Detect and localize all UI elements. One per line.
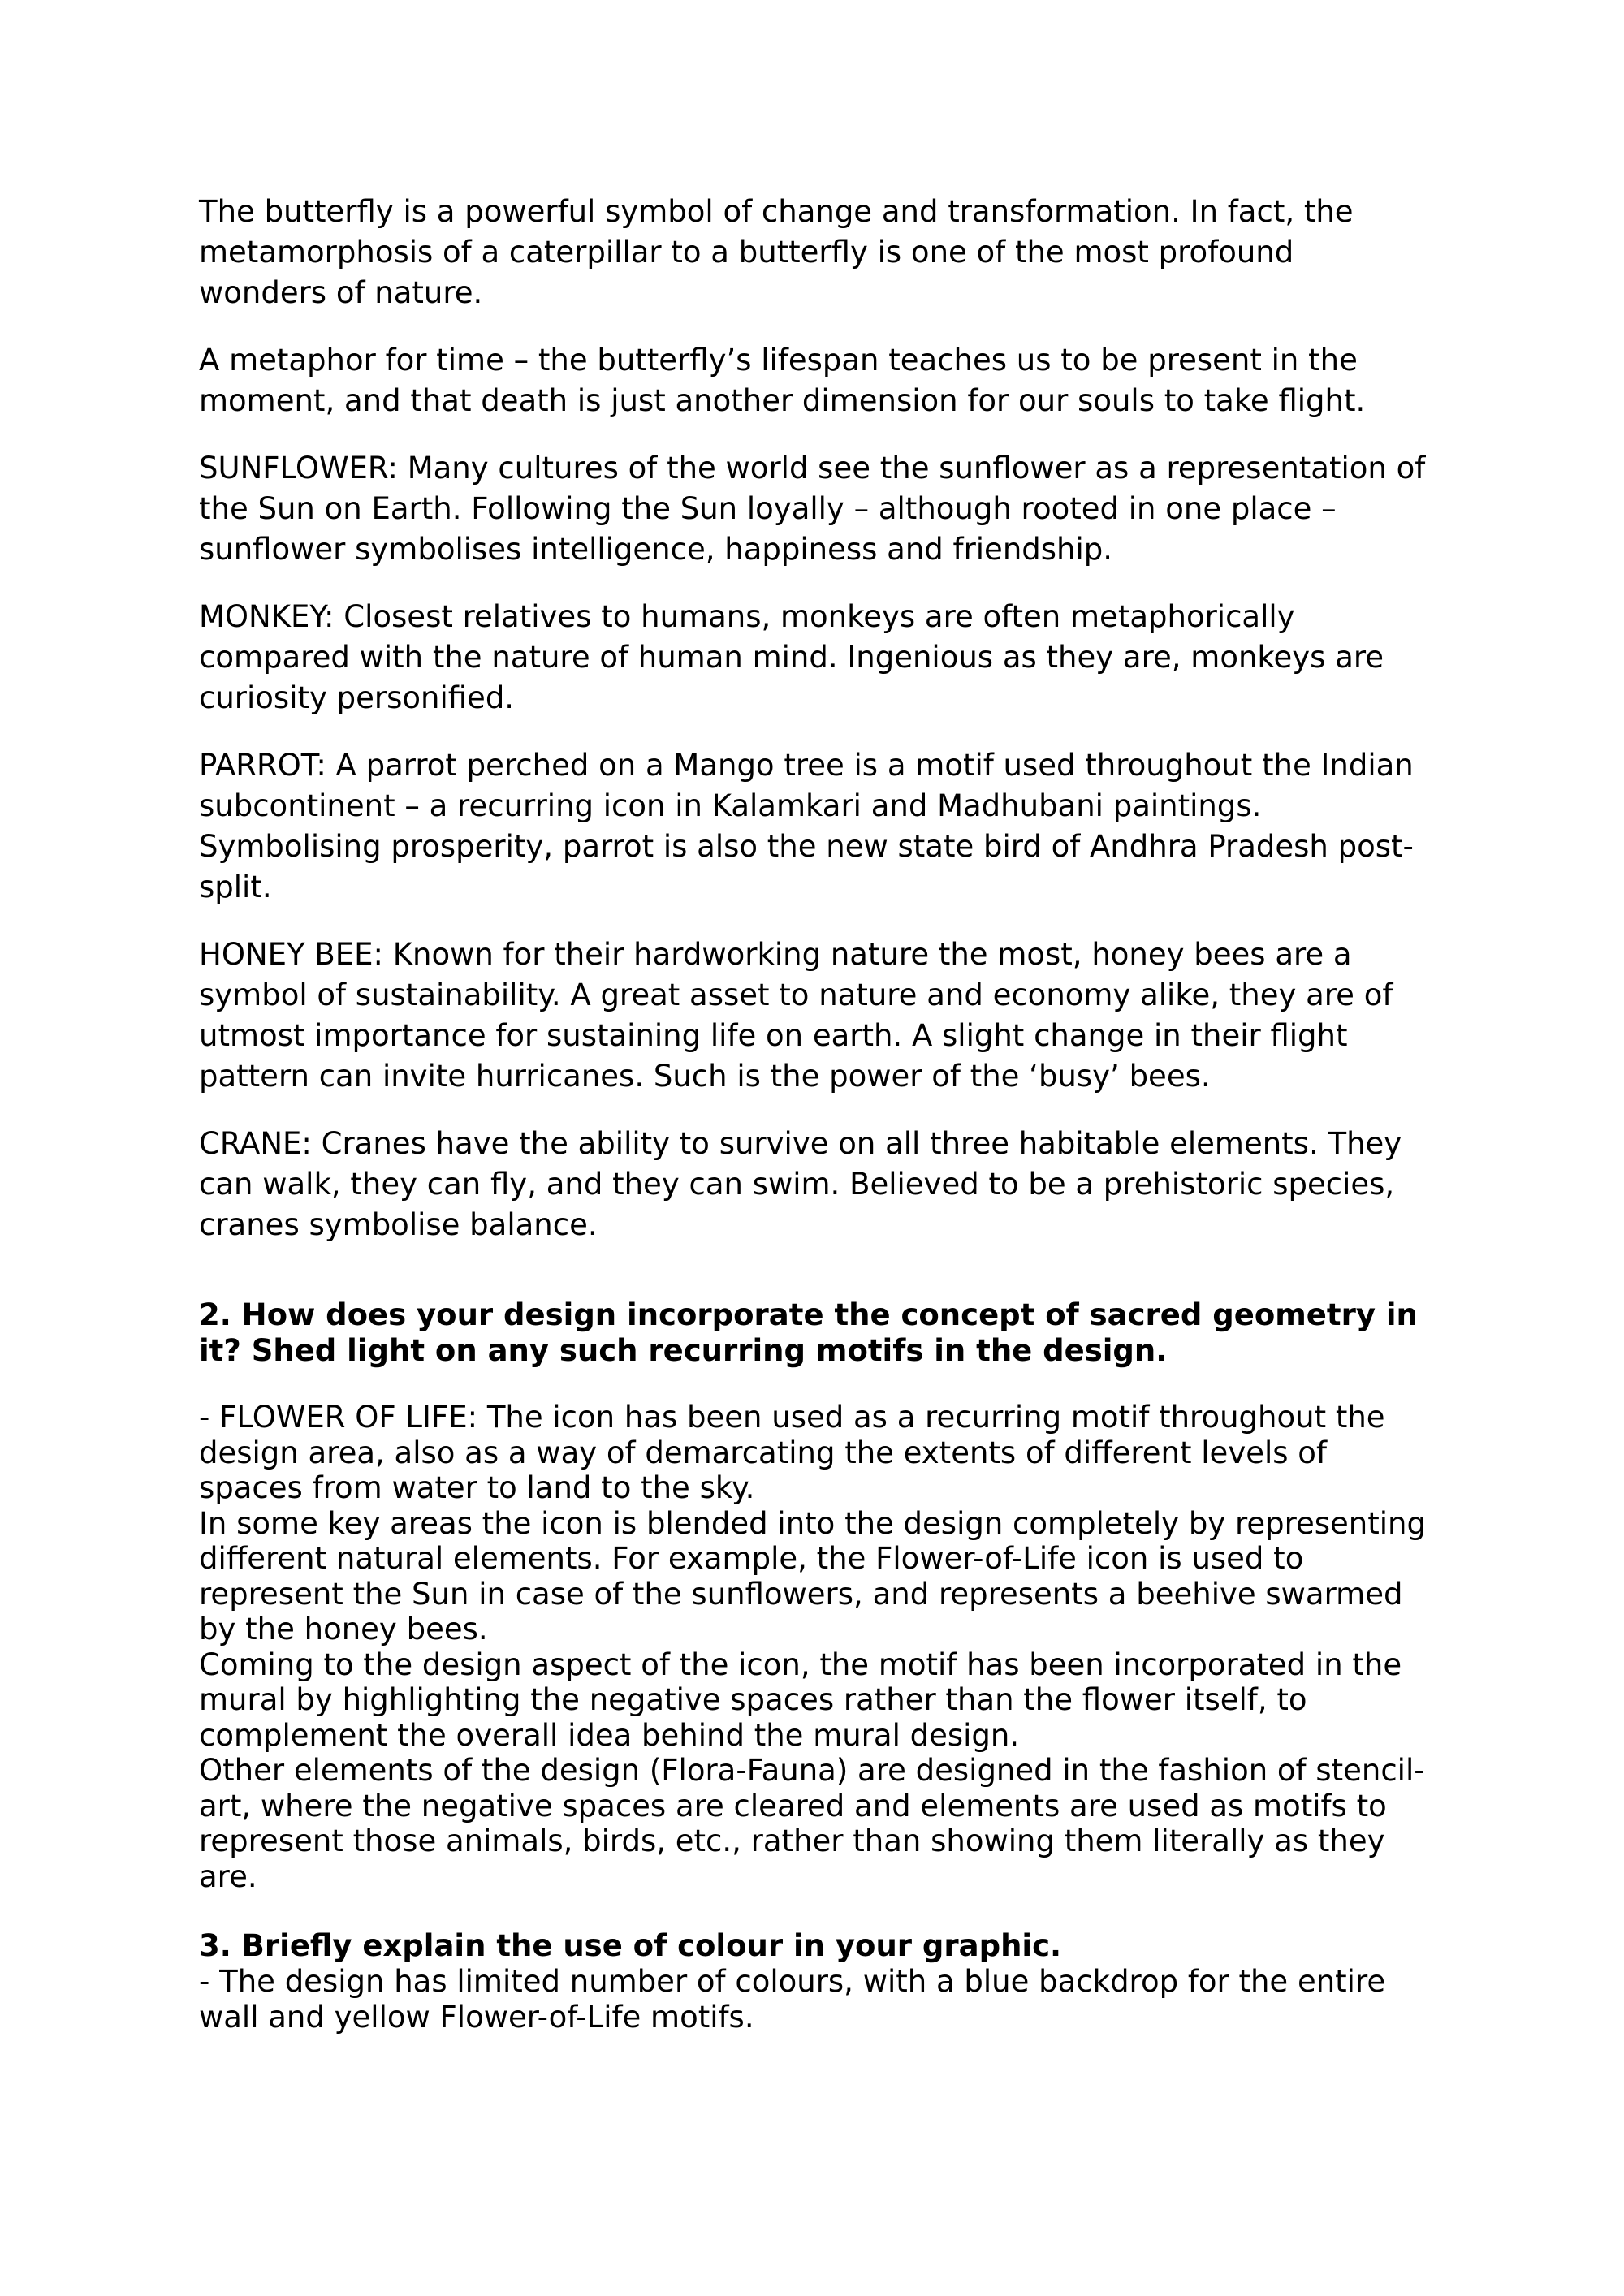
- paragraph-crane: CRANE: Cranes have the ability to survive on all three habitable elements. They can walk, they can fly, and they can swim. Believed to be a prehistoric species, cranes symbolise balance.: [199, 1126, 1402, 1242]
- spacer: [199, 1245, 1449, 1297]
- paragraph-honey-bee: HONEY BEE: Known for their hardworking nature the most, honey bees are a symbol of sustainability. A great asset to nature and economy alike, they are of utmost importance for sustaining life on earth. A slight change in their flight pattern can invite hurricanes. Such is the power of the ‘busy’ bees.: [199, 937, 1393, 1094]
- paragraph-butterfly: The butterfly is a powerful symbol of change and transformation. In fact, the metamorphosis of a caterpillar to a butterfly is one of the most profound wonders of nature.: [199, 194, 1354, 310]
- spacer: [199, 1369, 1449, 1400]
- question-3-heading: 3. Briefly explain the use of colour in your graphic.: [199, 1928, 1062, 1963]
- paragraph-monkey: MONKEY: Closest relatives to humans, monkeys are often metaphorically compared with the nature of human mind. Ingenious as they are, monkeys are curiosity personified.: [199, 599, 1384, 715]
- question-3-answer: - The design has limited number of colours, with a blue backdrop for the entire wall and yellow Flower-of-Life motifs.: [199, 1964, 1386, 2035]
- paragraph-butterfly-metaphor: A metaphor for time – the butterfly’s lifespan teaches us to be present in the moment, and that death is just another dimension for our souls to take flight.: [199, 343, 1366, 418]
- document-body: [199, 192, 1449, 2035]
- paragraph-parrot: PARROT: A parrot perched on a Mango tree is a motif used throughout the Indian subcontinent – a recurring icon in Kalamkari and Madhubani paintings. Symbolising prosperity, parrot is also the new state bird of Andhra Pradesh post- split.: [199, 748, 1414, 904]
- paragraph-sunflower: SUNFLOWER: Many cultures of the world see the sunflower as a representation of the Sun on Earth. Following the Sun loyally – although rooted in one place – sunflower symbolises intelligence, happiness and friendship.: [199, 451, 1426, 567]
- question-2-heading: 2. How does your design incorporate the concept of sacred geometry in it? Shed light on any such recurring motifs in the design.: [199, 1297, 1418, 1368]
- spacer: [199, 1894, 1449, 1928]
- question-2-answer: - FLOWER OF LIFE: The icon has been used as a recurring motif throughout the design area, also as a way of demarcating the extents of different levels of spaces from water to land to the sky. In some key areas the icon is blended into the design completely by representing different natural elements. For example, the Flower-of-Life icon is used to represent the Sun in case of the sunflowers, and represents a beehive swarmed by the honey bees. Coming to the design aspect of the icon, the motif has been incorporated in the mural by highlighting the negative spaces rather than the flower itself, to complement the overall idea behind the mural design. Other elements of the design (Flora-Fauna) are designed in the fashion of stencil- art, where the negative spaces are cleared and elements are used as motifs to represent those animals, birds, etc., rather than showing them literally as they are.: [199, 1400, 1426, 1894]
